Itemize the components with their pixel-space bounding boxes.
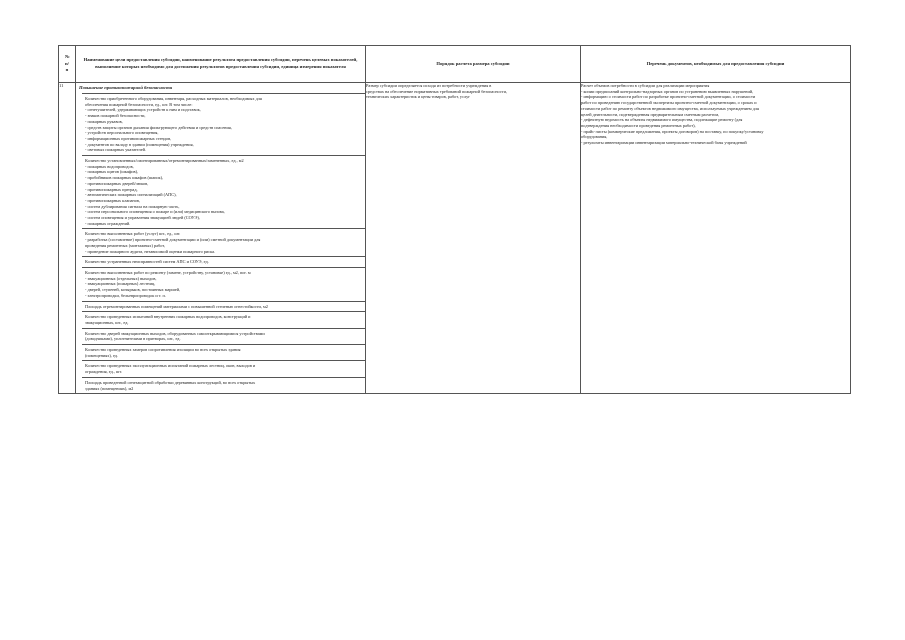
table-row: [59, 83, 851, 394]
indicator-line: - световых пожарных указателей.: [85, 147, 146, 153]
indicator-line: - огнетушителей, удерживающих устройств к ним и подставок,: [85, 107, 201, 113]
indicator-block: [82, 301, 365, 312]
calc-line: Размер субсидии определяется исходя из потребности учреждения в: [366, 83, 492, 88]
subsidy-table: [58, 45, 851, 394]
calc-text: [366, 83, 580, 100]
indicator-block: [82, 311, 365, 327]
indicator-line: - документов по вкладу в здании (помещения) учреждения,: [85, 141, 194, 147]
indicator-line: - эвакуационных (отдельных) выходов,: [85, 275, 157, 281]
indicator-line: - противопожарных клапанов,: [85, 197, 140, 203]
indicator-blocks: [76, 93, 365, 393]
indicator-line: Количество приобретенного оборудования, инвентаря, расходных материалов, необходимых для: [85, 96, 262, 101]
indicator-line: Площадь отремонтированных помещений материалами с повышенной степенью огнестойкости, м2: [85, 303, 268, 309]
docs-line: целей деятельности, подтвержденная предварительным сметным расчетом,: [581, 111, 720, 117]
header-num: № п/п: [59, 46, 76, 83]
indicator-line: Количество проведенных замеров сопротивления изоляции во всех открытых здания: [85, 347, 241, 353]
indicator-block: [82, 256, 365, 267]
indicator-line: Количество установленных/смонтированных/отремонтированных/замененных, ед., м2: [85, 158, 244, 164]
docs-line: оборудования,: [581, 134, 608, 140]
indicator-line: проведения ремонтных (монтажных) работ,: [85, 242, 165, 248]
indicator-line: - проведение пожарного аудита, независимой оценки пожарного риска.: [85, 248, 216, 254]
indicator-line: - пробойников пожарных шкафов (шапок),: [85, 175, 164, 181]
docs-line: - результаты инвентаризации инвентаризации материально-технической базы учреждений: [581, 140, 747, 146]
indicator-line: ограждения, ед., шт.: [85, 369, 122, 375]
indicator-line: - пожарных рукавов,: [85, 118, 123, 124]
indicator-line: - разработка (составление) проектно-сметной документации и (или) сметной документации для: [85, 237, 261, 243]
docs-line: Расчет объемов потребности в субсидии для реализации мероприятия: [581, 83, 710, 88]
indicator-line: обеспечения пожарной безопасности, ед., шт. В том числе:: [85, 101, 193, 107]
indicator-line: (доводчиками), уплотнителями в притворах, шт., ед.: [85, 336, 181, 342]
docs-text: [581, 83, 850, 146]
indicator-line: Количество дверей эвакуационных выходов, оборудованных самооткрывающимися устройствами: [85, 330, 265, 336]
indicator-block: [82, 93, 365, 155]
indicator-line: зданиях (помещениях), м2: [85, 385, 134, 391]
indicator-line: Площадь проведенной огнезащитной обработки деревянных конструкций, во всех открытых: [85, 379, 256, 385]
indicator-line: - систем персонального оповещения о пожаре и (или) медицинского вызова,: [85, 209, 225, 215]
docs-line: - прайс-листы (коммерческие предложения, проекты договоров) на поставку, по покупку/установку: [581, 128, 764, 134]
indicator-line: Количество выполненных работ по ремонту (замене, устройству, установке) ед., м2, пог. м: [85, 269, 251, 275]
docs-line: подтверждения необходимости проведения ремонтных работ),: [581, 122, 696, 128]
indicator-line: - электропроводки, бельевропроводок и т. п.: [85, 292, 166, 298]
docs-line: стоимости работ по ремонту объектов недвижимого имущества, используемых учреждением для: [581, 105, 759, 111]
measure-cell: [76, 83, 366, 394]
indicator-line: - знаков пожарной безопасности,: [85, 113, 146, 119]
docs-line: - дефектную ведомость на объекты недвижимого имущества, подлежащие ремонту (для: [581, 117, 743, 123]
calc-line: технических характеристик и цены товаров, работ, услуг: [366, 94, 471, 100]
docs-line: работ по проведению государственной экспертизы проектно-сметной документации, о сроках и: [581, 100, 757, 106]
header-docs: Перечень документов, необходимых для предоставления субсидии: [581, 46, 851, 83]
indicator-block: [82, 360, 365, 376]
row-number: 11: [59, 83, 76, 394]
indicator-block: [82, 155, 365, 228]
docs-line: - информацию о стоимости работ по разработке проектно-сметной документации, о стоимости: [581, 94, 756, 100]
indicator-line: - противопожарных дверей/люков,: [85, 180, 149, 186]
indicator-line: эвакуационных, шт., ед.: [85, 319, 129, 325]
indicator-line: - дверей, ступеней, козырьков, постоянных маршей,: [85, 287, 181, 293]
header-calc: Порядок расчета размера субсидии: [366, 46, 581, 83]
indicator-line: - противопожарных преград,: [85, 186, 138, 192]
calc-cell: [366, 83, 581, 394]
indicator-line: - пожарных ограждений.: [85, 220, 131, 226]
measure-title: Повышение противопожарной безопасности: [79, 85, 173, 90]
indicator-line: - систем оповещения и управления эвакуацией людей (СОУЭ),: [85, 215, 200, 221]
indicator-block: [82, 328, 365, 344]
indicator-line: (помещениях), ед.: [85, 352, 119, 358]
table-header-row: [59, 46, 851, 83]
indicator-block: [82, 228, 365, 256]
indicator-line: - устройств персонального оповещения,: [85, 130, 159, 136]
indicator-line: - автоматических пожарных сигнализаций (АПС),: [85, 192, 177, 198]
docs-cell: [581, 83, 851, 394]
indicator-line: - средств защиты органов дыхания фильтрующего действия и средств спасения,: [85, 124, 232, 130]
indicator-line: Количество выполненных работ (услуг) шт., ед., шт.: [85, 231, 181, 237]
calc-line: средствах на обеспечение нормативных требований пожарной безопасности,: [366, 88, 507, 94]
indicator-block: [82, 267, 365, 301]
indicator-line: - пожарных щитов (шкафов),: [85, 169, 139, 175]
indicator-line: - информационных противопожарных стендов,: [85, 135, 172, 141]
indicator-line: Количество проведенных эксплуатационных испытаний пожарных лестниц, окон, выходов и: [85, 363, 256, 369]
indicator-block: [82, 344, 365, 360]
indicator-line: Количество проведенных испытаний внутренних пожарных водопроводов, конструкций и: [85, 314, 251, 320]
indicator-line: - эвакуационных (пожарных) лестниц,: [85, 281, 156, 287]
header-goal: Наименование цели предоставления субсидии, наименование результата предоставления субсидии, перечень целевых показателей, выполнение которых необходимо для достижения результатов предоставления субсидии, единица измерения показателя: [76, 46, 366, 83]
indicator-block: [82, 377, 365, 393]
indicator-line: - пожарных водопроводов,: [85, 163, 134, 169]
indicator-line: Количество устраненных неисправностей систем АПС и СОУЭ, ед.: [85, 259, 209, 265]
docs-line: - копии предписаний контрольно-надзорных органов по устранению выявленных нарушений,: [581, 88, 754, 94]
indicator-line: - систем дублирования сигнала на пожарную часть,: [85, 203, 180, 209]
